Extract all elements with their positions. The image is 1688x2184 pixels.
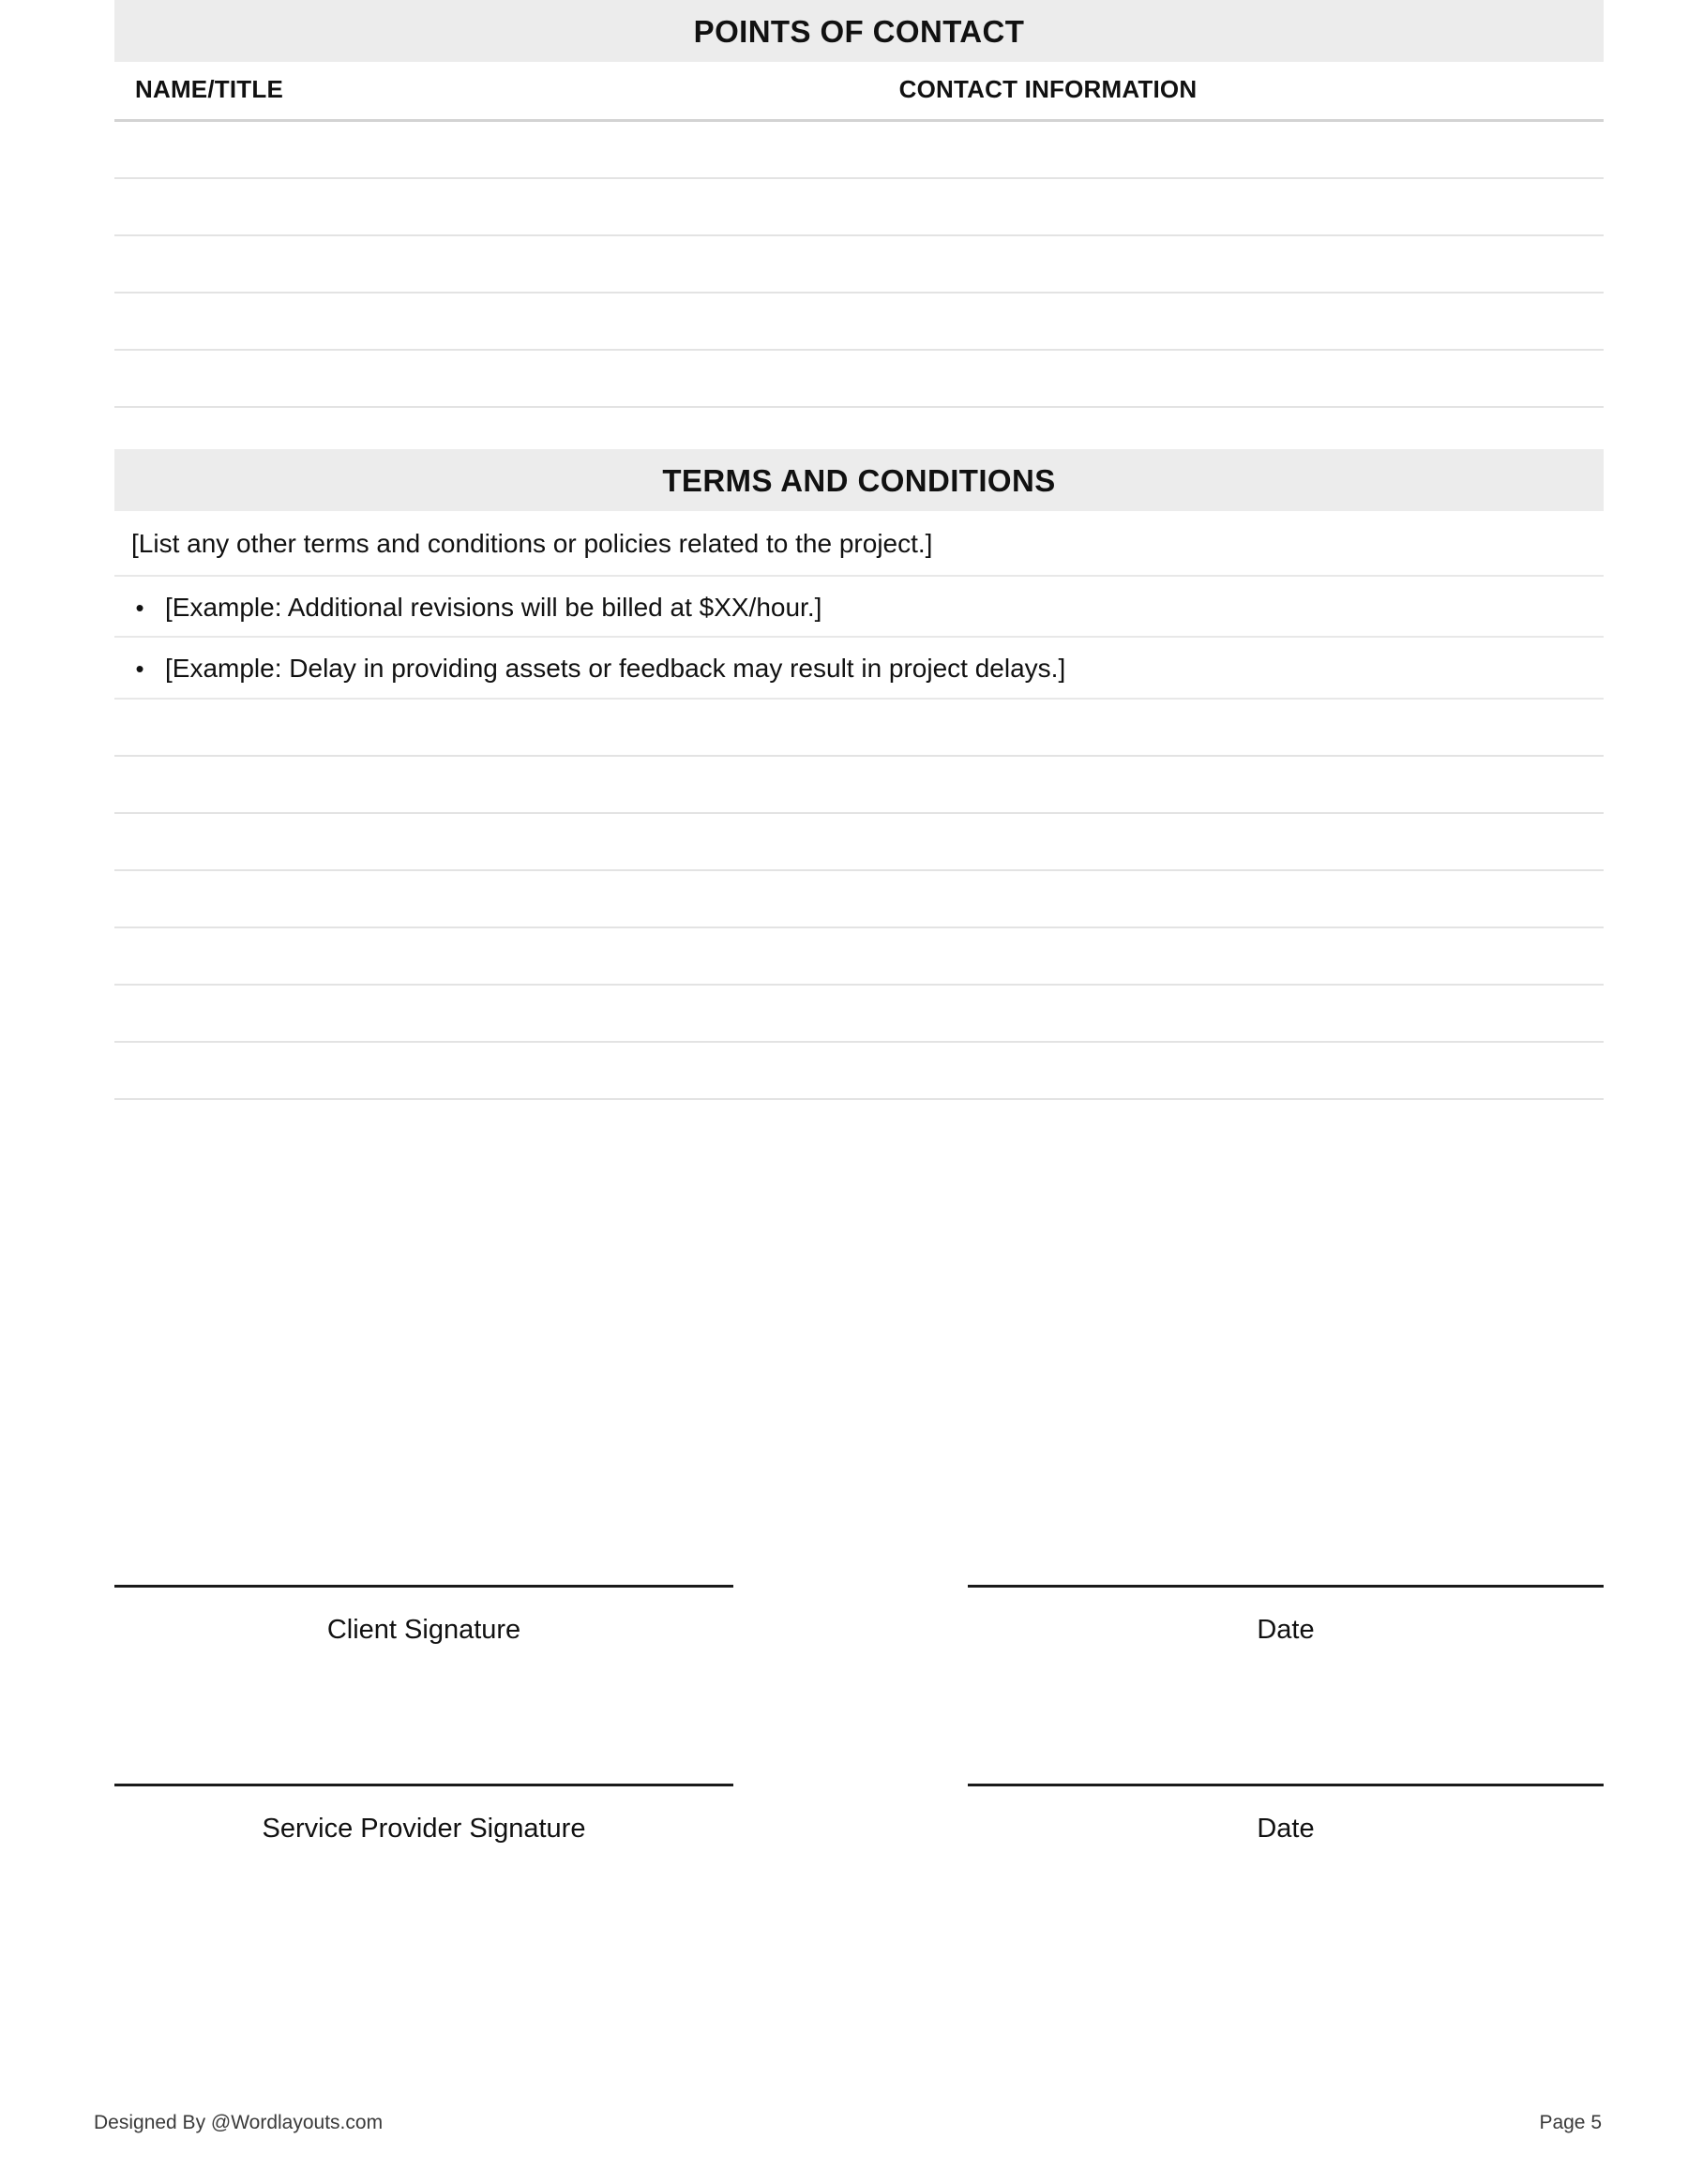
terms-and-conditions-section-header [114, 449, 1604, 511]
service-provider-signature-block [114, 1784, 733, 1845]
section-spacer [114, 408, 1604, 449]
terms-blank-line[interactable] [114, 986, 1604, 1043]
page-footer [94, 2112, 1602, 2134]
points-of-contact-table-body [114, 121, 1604, 408]
cell-contact-information[interactable] [661, 121, 1604, 179]
signature-area [114, 1585, 1604, 1982]
points-of-contact-title: POINTS OF CONTACT [693, 13, 1025, 49]
cell-name-title[interactable] [114, 178, 661, 235]
footer-credit: Designed By @Wordlayouts.com [94, 2112, 384, 2133]
signature-row-service-provider [114, 1784, 1604, 1982]
cell-name-title[interactable] [114, 350, 661, 407]
cell-contact-information[interactable] [661, 350, 1604, 407]
table-row[interactable] [114, 293, 1604, 350]
column-header-contact-information: CONTACT INFORMATION [661, 62, 1604, 121]
terms-bullet-item[interactable] [114, 638, 1604, 700]
client-signature-label: Client Signature [326, 1615, 521, 1645]
terms-bullet-item[interactable] [114, 577, 1604, 639]
terms-and-conditions-title: TERMS AND CONDITIONS [662, 462, 1056, 498]
terms-blank-line[interactable] [114, 871, 1604, 928]
terms-bullet-text[interactable]: [Example: Delay in providing assets or feedback may result in project delays.] [165, 654, 1066, 684]
table-row[interactable] [114, 350, 1604, 407]
bullet-icon: • [135, 655, 144, 684]
terms-bullet-text[interactable]: [Example: Additional revisions will be billed at $XX/hour.] [165, 592, 822, 622]
terms-blank-line[interactable] [114, 928, 1604, 986]
bullet-icon: • [135, 593, 144, 622]
terms-blank-line[interactable] [114, 1043, 1604, 1100]
table-row[interactable] [114, 235, 1604, 293]
points-of-contact-section-header [114, 0, 1604, 62]
terms-blank-line[interactable] [114, 757, 1604, 814]
service-provider-signature-label: Service Provider Signature [262, 1814, 586, 1844]
table-header-row [114, 62, 1604, 121]
service-provider-date-block [968, 1784, 1604, 1845]
points-of-contact-table [114, 62, 1604, 408]
cell-name-title[interactable] [114, 293, 661, 350]
document-content [114, 0, 1604, 1100]
cell-contact-information[interactable] [661, 293, 1604, 350]
signature-row-client [114, 1585, 1604, 1784]
points-of-contact-table-head [114, 62, 1604, 121]
terms-intro-text[interactable]: [List any other terms and conditions or policies related to the project.] [114, 511, 1604, 577]
cell-contact-information[interactable] [661, 235, 1604, 293]
footer-page-number: Page 5 [1539, 2112, 1602, 2133]
cell-name-title[interactable] [114, 235, 661, 293]
client-date-block [968, 1585, 1604, 1646]
column-header-name-title: NAME/TITLE [114, 62, 661, 121]
client-signature-block [114, 1585, 733, 1646]
service-provider-date-label: Date [1257, 1814, 1315, 1844]
cell-contact-information[interactable] [661, 178, 1604, 235]
client-date-label: Date [1257, 1615, 1315, 1645]
terms-blank-line[interactable] [114, 700, 1604, 757]
table-row[interactable] [114, 178, 1604, 235]
table-row[interactable] [114, 121, 1604, 179]
terms-blank-line[interactable] [114, 814, 1604, 871]
cell-name-title[interactable] [114, 121, 661, 179]
